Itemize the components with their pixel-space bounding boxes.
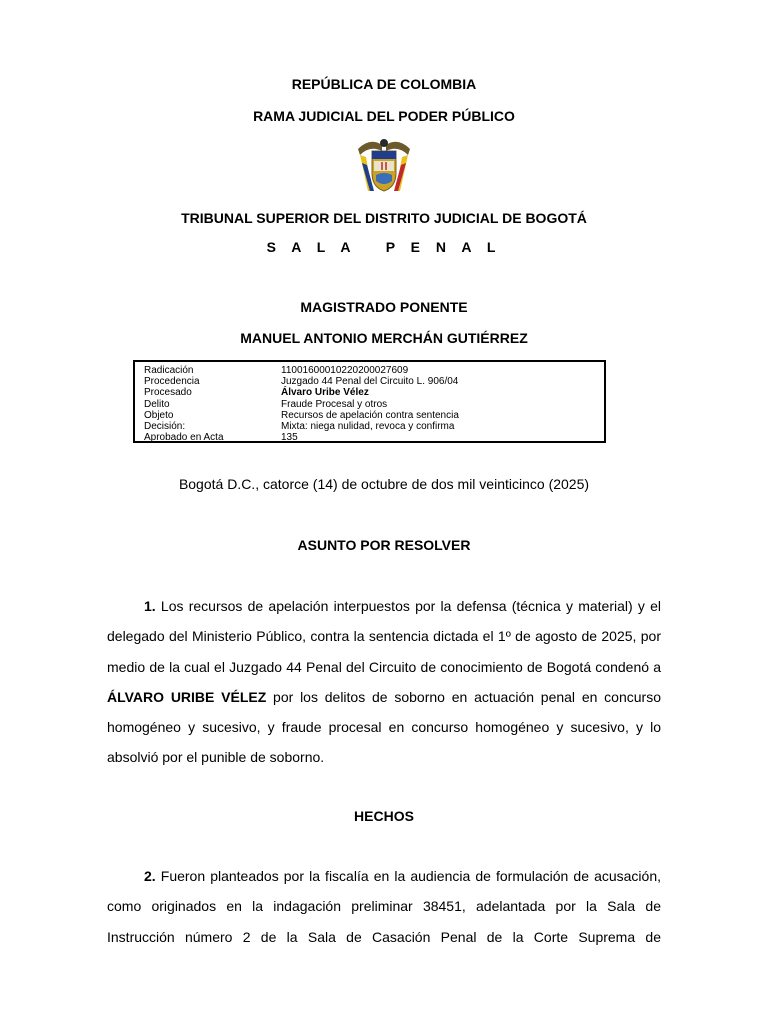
case-info-row	[144, 387, 459, 398]
paragraph-number: 2.	[144, 868, 156, 884]
paragraph-number: 1.	[144, 598, 156, 614]
case-info-row	[144, 399, 459, 410]
case-info-row	[144, 421, 459, 432]
paragraph-text: Fueron planteados por la fiscalía en la audiencia de formulación de acusación, como originados en la indagación preliminar 38451, adelantada por la Sala de Instrucción número 2 de la Sala de Casación Penal de la Corte Suprema de	[107, 868, 661, 945]
chamber-name: S A L A P E N A L	[266, 239, 502, 255]
header-republic: REPÚBLICA DE COLOMBIA	[291, 76, 477, 92]
magistrate-role: MAGISTRADO PONENTE	[300, 299, 468, 315]
case-info-row	[144, 432, 459, 443]
case-info-value: Juzgado 44 Penal del Circuito L. 906/04	[281, 376, 459, 388]
case-info-row	[144, 376, 459, 387]
case-info-row	[144, 365, 459, 376]
defendant-name: ÁLVARO URIBE VÉLEZ	[107, 688, 267, 705]
case-info-label: Delito	[144, 398, 170, 410]
magistrate-name: MANUEL ANTONIO MERCHÁN GUTIÉRREZ	[240, 330, 528, 346]
section-heading-hechos: HECHOS	[354, 808, 414, 824]
case-info-label: Procesado	[144, 387, 192, 399]
case-info-value: 11001600010220200027609	[281, 365, 409, 376]
paragraph-2	[107, 861, 661, 952]
case-info-label: Aprobado en Acta	[144, 432, 224, 444]
section-heading-asunto: ASUNTO POR RESOLVER	[297, 537, 471, 553]
paragraph-1	[107, 591, 661, 773]
header-judicial-branch: RAMA JUDICIAL DEL PODER PÚBLICO	[253, 108, 515, 124]
case-info-label: Procedencia	[144, 376, 200, 388]
case-info-value: Fraude Procesal y otros	[281, 398, 388, 410]
paragraph-text: Los recursos de apelación interpuestos por la defensa (técnica y material) y el delegado del Ministerio Público, contra la sentencia dictada el 1º de agosto de 2025, por medio de la cual el Juzgado 44 Penal del Circuito de conocimiento de Bogotá condenó a	[107, 598, 661, 675]
court-name: TRIBUNAL SUPERIOR DEL DISTRITO JUDICIAL DE BOGOTÁ	[181, 210, 587, 226]
case-info-value: Mixta: niega nulidad, revoca y confirma	[281, 421, 455, 433]
date-line: Bogotá D.C., catorce (14) de octubre de dos mil veinticinco (2025)	[178, 476, 590, 492]
case-info-table	[144, 365, 459, 443]
case-info-label: Radicación	[144, 365, 194, 376]
case-info-box	[133, 360, 606, 443]
case-info-value: 135	[281, 432, 298, 444]
case-info-value: Álvaro Uribe Vélez	[281, 387, 369, 399]
case-info-label: Decisión:	[144, 421, 186, 433]
colombia-coat-of-arms-icon	[352, 135, 416, 195]
case-info-row	[144, 410, 459, 421]
paragraph-text: por los delitos de soborno en actuación penal en concurso homogéneo y sucesivo, y fraude procesal en concurso homogéneo y sucesivo, y lo absolvió por el punible de soborno.	[107, 688, 661, 766]
case-info-value: Recursos de apelación contra sentencia	[281, 409, 459, 421]
case-info-label: Objeto	[144, 409, 174, 421]
